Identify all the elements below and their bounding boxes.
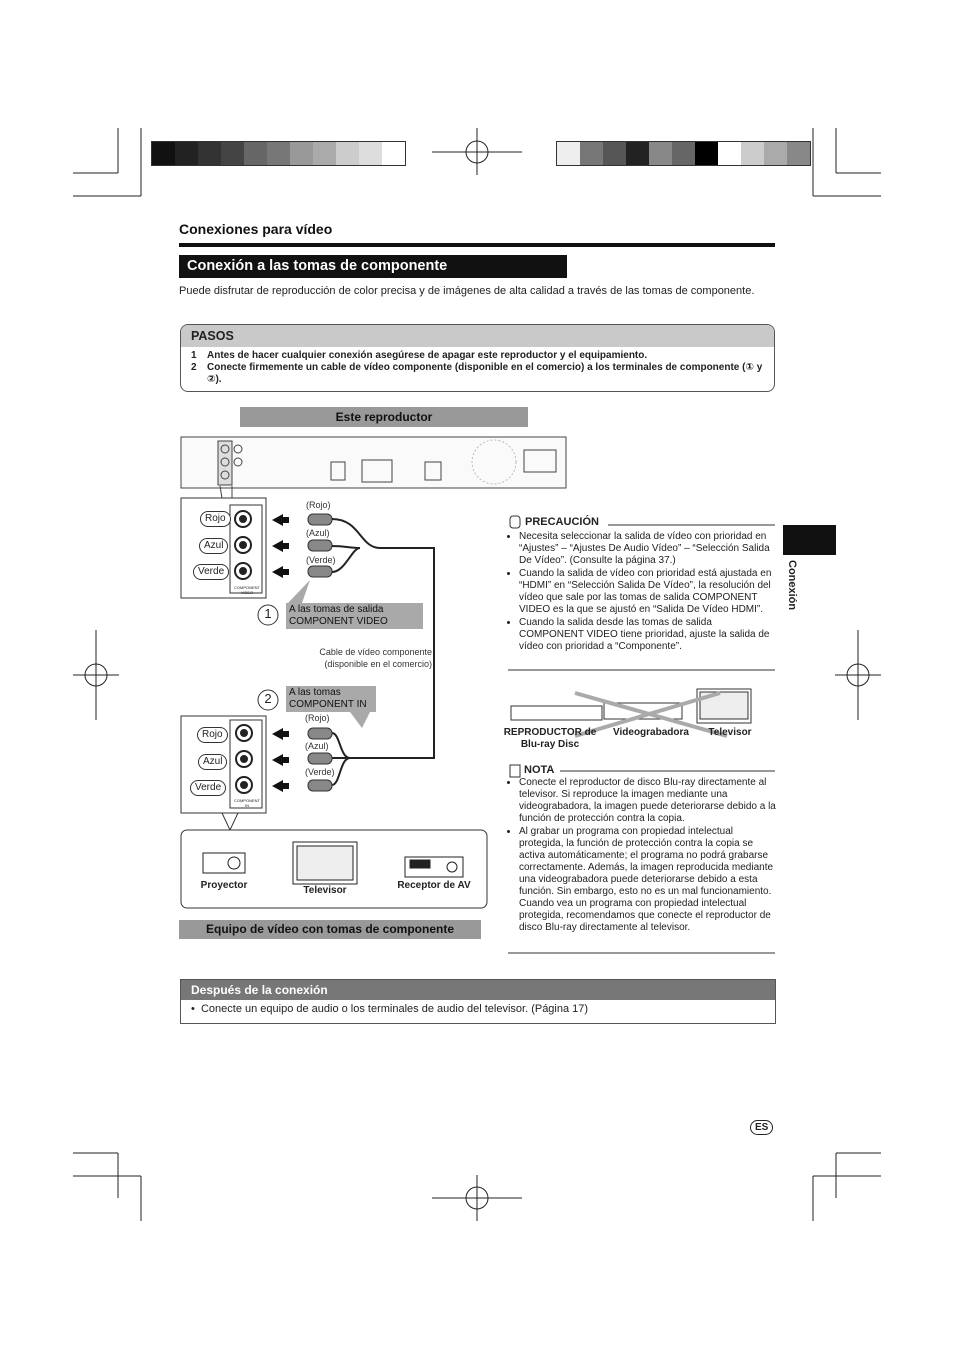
note-heading: NOTA	[524, 764, 555, 776]
page-title: Conexión a las tomas de componente	[179, 255, 567, 278]
port-label: COMPONENT IN	[234, 798, 260, 808]
step-item: 1 Antes de hacer cualquier conexión asegúrese de apagar este reproductor y el equipamiento.	[191, 350, 648, 361]
list-item: • Cuando la salida de vídeo con prioridad está ajustada en “HDMI” en “Selección Salida De Vídeo”, la resolución del vídeo que sale por las tomas de salida COMPONENT VIDEO es la que se ajustó en “Salida De Vídeo HDMI”.	[519, 568, 777, 616]
player-rear-panel	[181, 437, 566, 488]
side-tab-label: Conexión	[786, 560, 798, 611]
color-label: Verde	[190, 780, 226, 796]
side-tab	[783, 525, 836, 555]
device-label-projector: Proyector	[200, 880, 248, 891]
device-label-tv: Televisor	[303, 885, 347, 896]
chain-recorder-label: Videograbadora	[613, 727, 689, 738]
after-heading: Después de la conexión	[181, 980, 775, 1000]
note-icon	[510, 765, 520, 777]
cable-label: (Verde)	[305, 767, 335, 777]
cable-note: Cable de vídeo componente (disponible en el comercio)	[319, 647, 432, 669]
list-item: • Necesita seleccionar la salida de vídeo con prioridad en “Ajustes” – “Ajustes De Audio Vídeo” – “Selección Salida De Vídeo”. (Consulte la página 37.)	[519, 531, 777, 567]
player-label: Este reproductor	[240, 407, 528, 427]
color-label: Azul	[199, 538, 228, 554]
steps-heading: PASOS	[181, 325, 774, 347]
step-number: 2	[264, 691, 272, 706]
callout-input: A las tomas COMPONENT IN	[286, 686, 376, 712]
bd-player-icon	[511, 706, 602, 720]
color-label: Verde	[193, 564, 229, 580]
chain-player-label: REPRODUCTOR de Blu-ray Disc	[503, 727, 597, 750]
after-item: • Conecte un equipo de audio o los terminales de audio del televisor. (Página 17)	[191, 1003, 589, 1015]
color-label: Rojo	[200, 511, 231, 527]
device-label-receiver: Receptor de AV	[397, 880, 471, 891]
note-list	[507, 777, 777, 935]
list-item: • Al grabar un programa con propiedad intelectual protegida, la función de protección contra la copia se activa automáticamente; el programa no podrá grabarse correctamente. Además, la imagen reproducida mediante una videograbadora puede deteriorarse debido a esta función. Sin embargo, esto no es un mal funcionamiento. Cuando vea un programa con propiedad intelectual protegida, recomendamos que conecte el reproductor de disco Blu-ray directamente al televisor.	[519, 826, 777, 934]
cable-label: (Rojo)	[306, 500, 331, 510]
section-header: Conexiones para vídeo	[179, 221, 333, 237]
caution-icon	[510, 516, 520, 528]
language-badge: ES	[750, 1120, 773, 1135]
after-connection-box	[180, 979, 776, 1024]
step-item: 2 Conecte firmemente un cable de vídeo componente (disponible en el comercio) a los terminales de componente (① y ②).	[191, 362, 763, 385]
list-item: • Cuando la salida desde las tomas de salida COMPONENT VIDEO tiene prioridad, ajuste la salida de vídeo con prioridad a “Componente”.	[519, 617, 777, 653]
caution-list	[507, 531, 777, 654]
callout-output: A las tomas de salida COMPONENT VIDEO	[286, 603, 423, 629]
color-label: Azul	[198, 754, 227, 770]
port-label: COMPONENT VIDEO	[234, 585, 260, 595]
cable-label: (Verde)	[306, 555, 336, 565]
color-label: Rojo	[197, 727, 228, 743]
cable-label: (Rojo)	[305, 713, 330, 723]
list-item: • Conecte el reproductor de disco Blu-ray directamente al televisor. Si reproduce la imagen mediante una videograbadora, la imagen puede deteriorarse debido a la función de protección contra la copia.	[519, 777, 777, 825]
equipment-label: Equipo de vídeo con tomas de componente	[179, 920, 481, 939]
caution-heading: PRECAUCIÓN	[525, 516, 599, 528]
cable-label: (Azul)	[306, 528, 330, 538]
chain-tv-label: Televisor	[708, 727, 752, 738]
intro-text: Puede disfrutar de reproducción de color precisa y de imágenes de alta calidad a través de las tomas de componente.	[179, 285, 755, 297]
step-number: 1	[264, 606, 272, 621]
cable-label: (Azul)	[305, 741, 329, 751]
